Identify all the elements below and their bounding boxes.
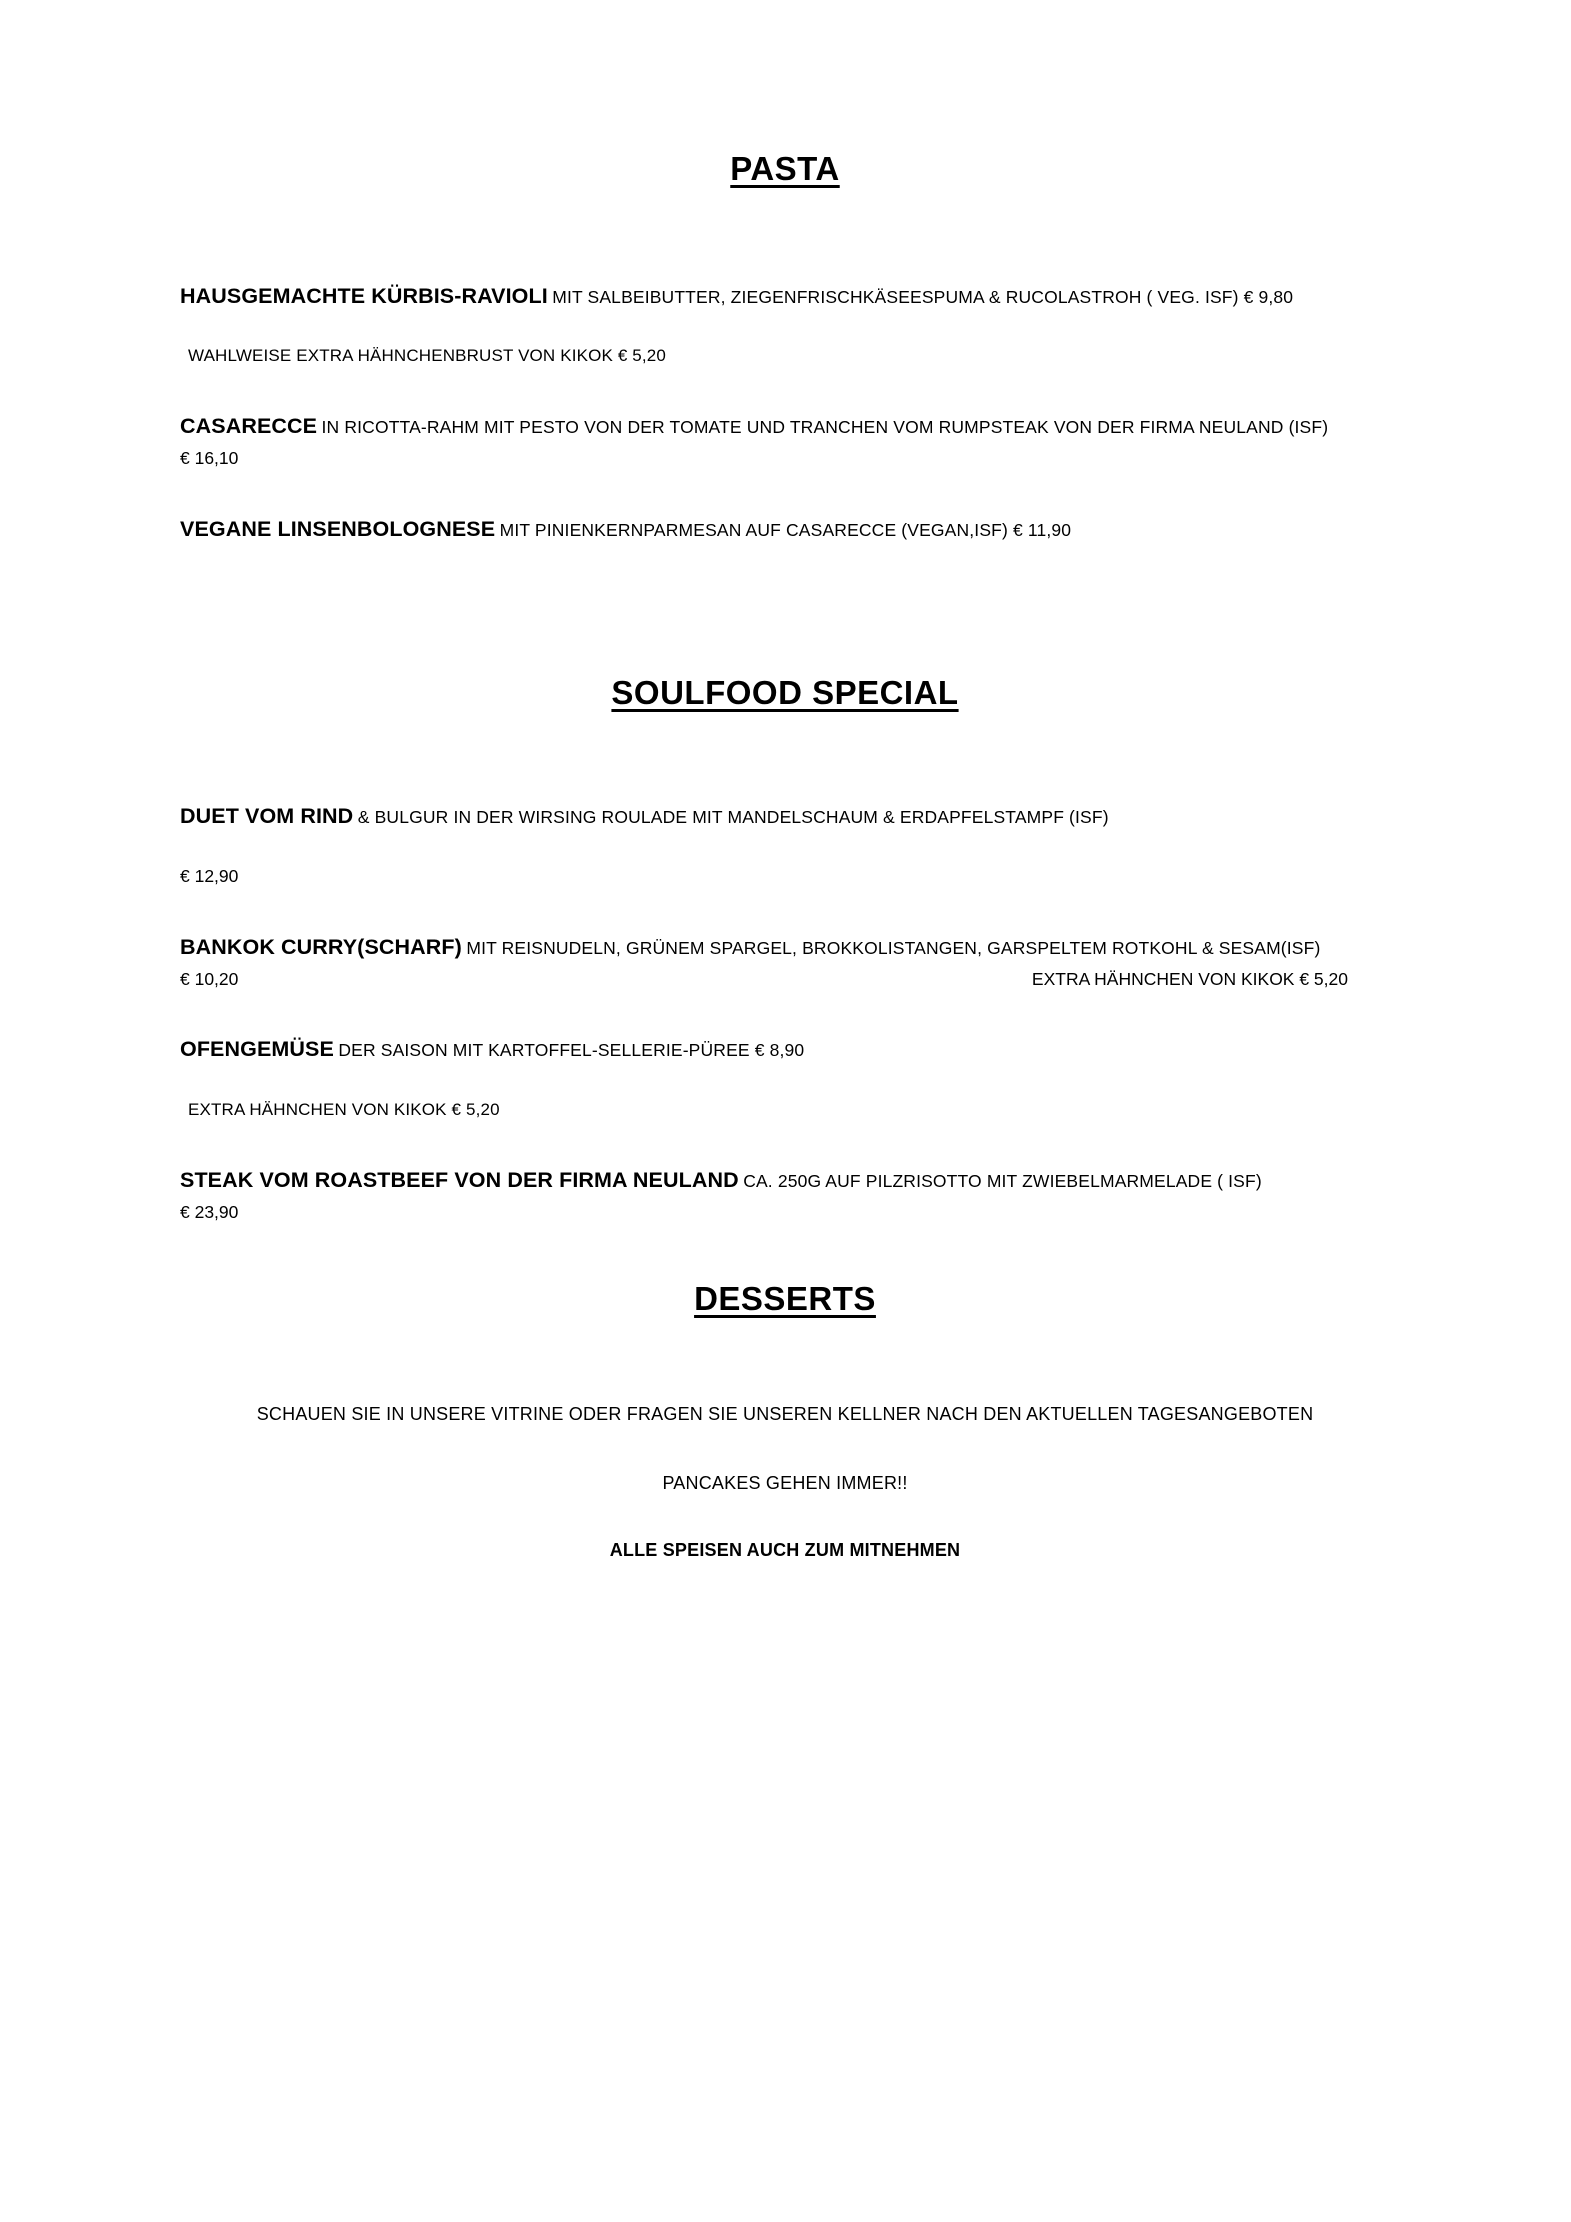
menu-item-description: MIT REISNUDELN, GRÜNEM SPARGEL, BROKKOLISTANGEN, GARSPELTEM ROTKOHL & SESAM(ISF)	[466, 937, 1321, 958]
menu-item-description: MIT PINIENKERNPARMESAN AUF CASARECCE (VEGAN,ISF) € 11,90	[499, 519, 1072, 540]
menu-item-name: OFENGEMÜSE	[180, 1037, 334, 1062]
menu-item-extra-option: EXTRA HÄHNCHEN VON KIKOK € 5,20	[1031, 969, 1348, 990]
section-title-pasta: PASTA	[730, 150, 840, 187]
menu-item-ofengemuese	[180, 1033, 1390, 1066]
menu-item-description: & BULGUR IN DER WIRSING ROULADE MIT MANDELSCHAUM & ERDAPFELSTAMPF (ISF)	[357, 806, 1109, 827]
menu-item-price: € 10,20	[180, 969, 239, 990]
menu-item-linsenbolognese	[180, 513, 1390, 546]
menu-item-name: HAUSGEMACHTE KÜRBIS-RAVIOLI	[180, 284, 548, 308]
takeaway-note: ALLE SPEISEN AUCH ZUM MITNEHMEN	[609, 1539, 961, 1560]
menu-item-name: BANKOK CURRY(SCHARF)	[180, 934, 462, 959]
menu-item-casarecce	[180, 410, 1390, 472]
menu-item-sub-option: WAHLWEISE EXTRA HÄHNCHENBRUST VON KIKOK € 5,20	[188, 346, 666, 366]
menu-item-ofengemuese-extra	[180, 1097, 1390, 1124]
menu-item-duet-vom-rind	[180, 800, 1390, 833]
menu-item-price: € 23,90	[180, 1201, 239, 1222]
menu-item-name: STEAK VOM ROASTBEEF VON DER FIRMA NEULAND	[180, 1167, 739, 1192]
desserts-note-line-1: SCHAUEN SIE IN UNSERE VITRINE ODER FRAGEN SIE UNSEREN KELLNER NACH DEN AKTUELLEN TAGESANGEBOTEN	[256, 1403, 1314, 1424]
menu-item-ravioli-extra	[180, 343, 1390, 370]
menu-item-sub-option: EXTRA HÄHNCHEN VON KIKOK € 5,20	[188, 1099, 500, 1119]
menu-item-description: DER SAISON MIT KARTOFFEL-SELLERIE-PÜREE € 8,90	[338, 1040, 805, 1061]
menu-item-name: VEGANE LINSENBOLOGNESE	[180, 516, 496, 541]
menu-item-steak-roastbeef	[180, 1164, 1390, 1226]
menu-item-description: CA. 250G AUF PILZRISOTTO MIT ZWIEBELMARMELADE ( ISF)	[743, 1170, 1262, 1191]
desserts-note-line-2: PANCAKES GEHEN IMMER!!	[662, 1472, 908, 1493]
menu-item-bankok-curry	[180, 931, 1390, 993]
menu-content	[180, 150, 1390, 1561]
menu-item-ravioli	[180, 280, 1390, 313]
menu-item-name: DUET VOM RIND	[180, 803, 354, 828]
section-title-desserts: DESSERTS	[694, 1279, 876, 1317]
menu-item-description: IN RICOTTA-RAHM MIT PESTO VON DER TOMATE UND TRANCHEN VOM RUMPSTEAK VON DER FIRMA NEULAND (ISF)	[321, 417, 1329, 438]
menu-item-description: MIT SALBEIBUTTER, ZIEGENFRISCHKÄSEESPUMA & RUCOLASTROH ( VEG. ISF) € 9,80	[552, 287, 1294, 307]
menu-item-duet-price-row	[180, 863, 1390, 891]
menu-item-price-row	[180, 966, 1390, 993]
menu-item-price: € 16,10	[180, 448, 239, 469]
section-title-soulfood: SOULFOOD SPECIAL	[611, 673, 959, 711]
menu-item-name: CASARECCE	[180, 414, 318, 439]
menu-item-price: € 12,90	[180, 866, 239, 887]
